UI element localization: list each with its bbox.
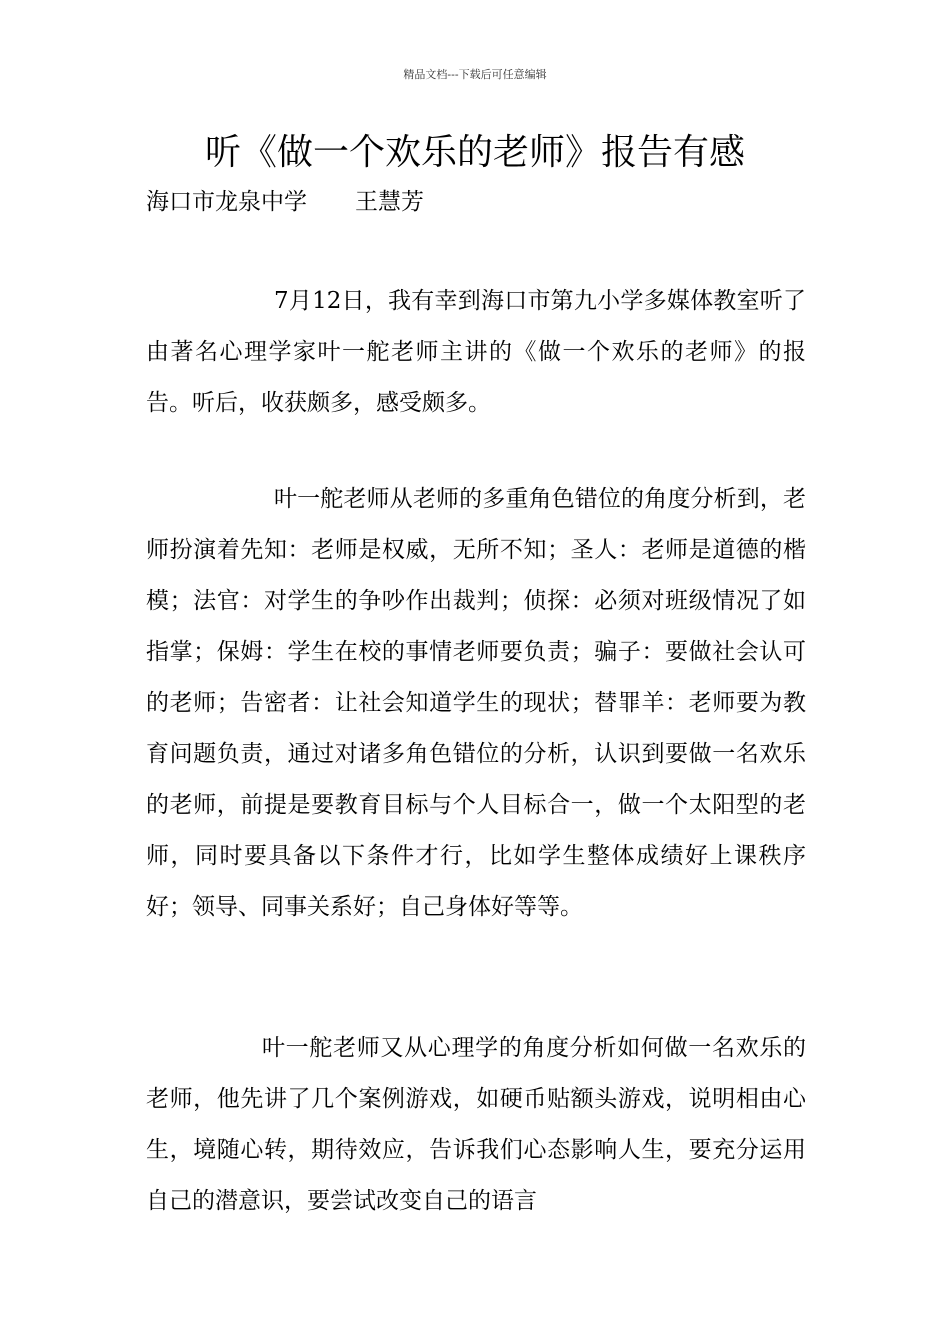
paragraph-1: 7月12日，我有幸到海口市第九小学多媒体教室听了由著名心理学家叶一舵老师主讲的《做一个欢乐的老师》的报告。听后，收获颇多，感受颇多。 bbox=[146, 288, 806, 416]
byline bbox=[146, 183, 424, 216]
document-title: 听《做一个欢乐的老师》报告有感 bbox=[204, 132, 745, 173]
school-name: 海口市龙泉中学 bbox=[146, 189, 307, 215]
paragraph-2: 叶一舵老师从老师的多重角色错位的角度分析到，老师扮演着先知：老师是权威，无所不知；圣人：老师是道德的楷模；法官：对学生的争吵作出裁判；侦探：必须对班级情况了如指掌；保姆：学生在校的事情老师要负责；骗子：要做社会认可的老师；告密者：让社会知道学生的现状；替罪羊：老师要为教育问题负责，通过对诸多角色错位的分析，认识到要做一名欢乐的老师，前提是要教育目标与个人目标合一，做一个太阳型的老师，同时要具备以下条件才行，比如学生整体成绩好上课秩序好；领导、同事关系好；自己身体好等等。 bbox=[146, 486, 806, 920]
page-header: 精品文档---下载后可任意编辑 bbox=[403, 68, 547, 81]
author-name: 王慧芳 bbox=[355, 189, 424, 215]
paragraph-3: 叶一舵老师又从心理学的角度分析如何做一名欢乐的老师，他先讲了几个案例游戏，如硬币贴额头游戏，说明相由心生，境随心转，期待效应，告诉我们心态影响人生，要充分运用自己的潜意识，要尝试改变自己的语言 bbox=[146, 1035, 806, 1214]
